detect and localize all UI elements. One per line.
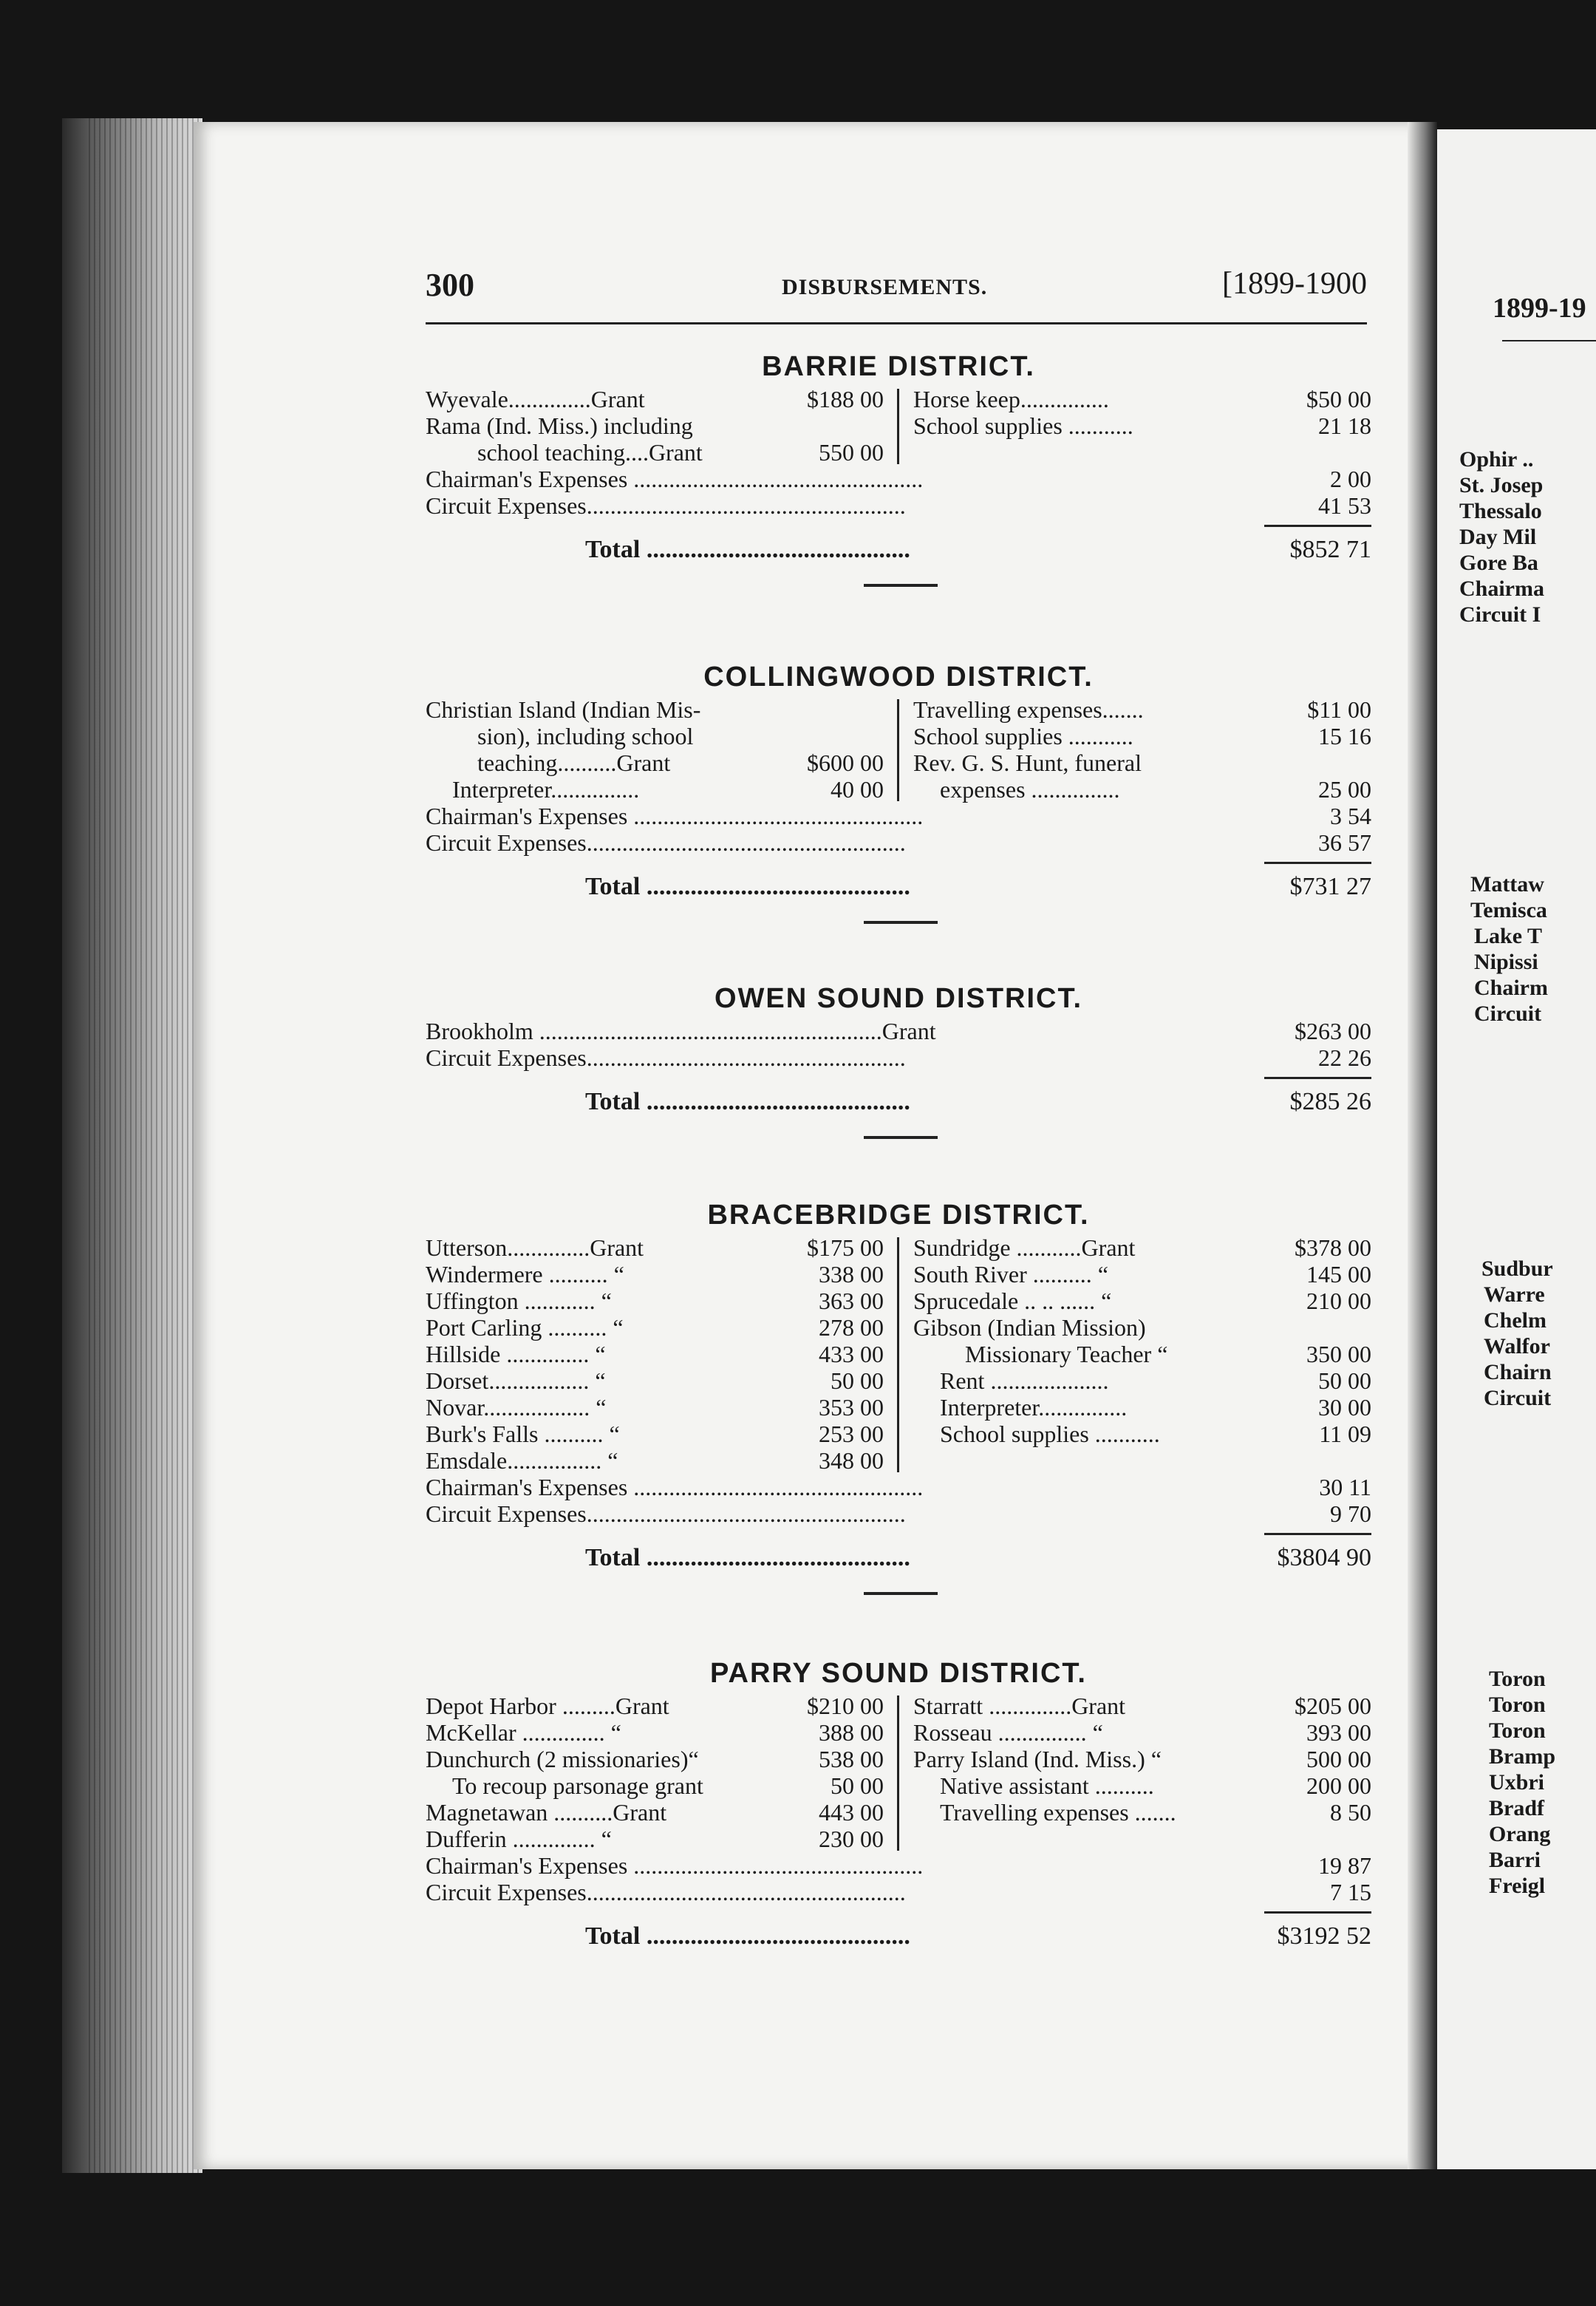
- next-page-stub: Bramp: [1489, 1744, 1555, 1769]
- next-page-stub: Mattaw: [1470, 872, 1544, 897]
- entry-description: Missionary Teacher “: [965, 1341, 1168, 1367]
- district-section: [426, 1654, 1371, 1950]
- column-divider: [897, 699, 899, 801]
- entry-description: Horse keep...............: [913, 386, 1109, 412]
- next-page-stub: Temisca: [1470, 898, 1547, 922]
- entry-amount: $263 00: [1295, 1018, 1371, 1044]
- entry-description: expenses ...............: [940, 776, 1120, 803]
- entry-description: sion), including school: [477, 723, 694, 749]
- full-entry: [426, 1500, 1371, 1527]
- column-divider: [897, 389, 899, 464]
- left-entry: [426, 1447, 884, 1474]
- right-entry: [913, 1288, 1371, 1314]
- total-rule: [1264, 1911, 1371, 1914]
- entry-description: Rosseau ............... “: [913, 1719, 1103, 1746]
- entry-amount: $11 00: [1307, 696, 1371, 723]
- total-rule: [1264, 862, 1371, 864]
- entry-amount: 350 00: [1306, 1341, 1371, 1367]
- page-title: DISBURSEMENTS.: [782, 275, 988, 299]
- right-entry: [913, 1719, 1371, 1746]
- entry-description: Port Carling .......... “: [426, 1314, 624, 1341]
- left-entry: [426, 723, 884, 749]
- district-total: [426, 1087, 1371, 1117]
- entry-amount: 393 00: [1306, 1719, 1371, 1746]
- left-column: [426, 1693, 884, 1852]
- entry-amount: 348 00: [819, 1447, 884, 1474]
- entry-amount: 41 53: [1318, 492, 1371, 519]
- entry-description: Rama (Ind. Miss.) including: [426, 412, 693, 439]
- entry-description: Novar.................. “: [426, 1394, 607, 1421]
- total-rule: [1264, 1533, 1371, 1535]
- entry-description: Rent ....................: [940, 1367, 1109, 1394]
- district-total: [426, 1543, 1371, 1573]
- total-amount: $3804 90: [1277, 1544, 1371, 1571]
- section-separator: [864, 1592, 938, 1595]
- full-entry: [426, 466, 1371, 492]
- full-width-entries: [426, 1474, 1371, 1527]
- entry-description: Native assistant ..........: [940, 1772, 1154, 1799]
- entry-description: Windermere .......... “: [426, 1261, 624, 1288]
- left-entry: [426, 1367, 884, 1394]
- entry-amount: 8 50: [1330, 1799, 1371, 1826]
- left-entry: [426, 1772, 884, 1799]
- entry-description: Chairman's Expenses .................................................: [426, 803, 924, 829]
- district-section: [426, 658, 1371, 900]
- section-separator: [864, 921, 938, 924]
- right-column: [913, 1234, 1371, 1447]
- entry-description: Depot Harbor .........Grant: [426, 1693, 669, 1719]
- right-entry: [913, 696, 1371, 723]
- entry-description: school teaching....Grant: [477, 439, 703, 466]
- next-page-stub: Ophir ..: [1459, 447, 1534, 472]
- section-separator: [864, 584, 938, 587]
- column-divider: [897, 1696, 899, 1851]
- entry-description: Circuit Expenses......................................................: [426, 1500, 906, 1527]
- left-entry: [426, 1261, 884, 1288]
- total-amount: $285 26: [1289, 1088, 1371, 1115]
- entry-description: Dorset................. “: [426, 1367, 606, 1394]
- column-divider: [897, 1237, 899, 1472]
- total-rule: [1264, 1077, 1371, 1079]
- next-page-year: 1899-19: [1493, 293, 1586, 324]
- district-title: PARRY SOUND DISTRICT.: [709, 1658, 1087, 1689]
- header-rule: [426, 322, 1367, 324]
- entry-description: Christian Island (Indian Mis-: [426, 696, 701, 723]
- left-entry: [426, 412, 884, 439]
- entry-amount: 50 00: [1318, 1367, 1371, 1394]
- entry-amount: 145 00: [1306, 1261, 1371, 1288]
- entry-description: Utterson..............Grant: [426, 1234, 644, 1261]
- entry-amount: 9 70: [1330, 1500, 1371, 1527]
- entry-description: To recoup parsonage grant: [452, 1772, 703, 1799]
- total-amount: $731 27: [1289, 873, 1371, 900]
- entry-amount: 500 00: [1306, 1746, 1371, 1772]
- entry-amount: 353 00: [819, 1394, 884, 1421]
- next-page-stub: Thessalo: [1459, 499, 1542, 523]
- entry-description: Brookholm ..........................................................Grant: [426, 1018, 936, 1044]
- right-entry: [913, 1772, 1371, 1799]
- next-page-stub: Toron: [1489, 1667, 1546, 1691]
- entry-description: McKellar .............. “: [426, 1719, 621, 1746]
- right-column: [913, 386, 1371, 439]
- entry-description: Circuit Expenses......................................................: [426, 1044, 906, 1071]
- book-gutter: [1408, 122, 1437, 2169]
- entry-amount: 50 00: [831, 1367, 884, 1394]
- entry-description: Interpreter...............: [452, 776, 640, 803]
- entry-description: Dufferin .............. “: [426, 1826, 612, 1852]
- next-page-stub: Sudbur: [1481, 1256, 1553, 1281]
- right-entry: [913, 1693, 1371, 1719]
- next-page-fragment: [1437, 129, 1596, 2169]
- entry-amount: 2 00: [1330, 466, 1371, 492]
- right-entry: [913, 1799, 1371, 1826]
- entry-amount: 36 57: [1318, 829, 1371, 856]
- next-page-stub: Orang: [1489, 1822, 1551, 1846]
- left-entry: [426, 1288, 884, 1314]
- next-page-stub: Lake T: [1474, 924, 1542, 948]
- left-entry: [426, 439, 884, 466]
- entry-description: Hillside .............. “: [426, 1341, 606, 1367]
- right-entry: [913, 412, 1371, 439]
- left-entry: [426, 1799, 884, 1826]
- entry-amount: 15 16: [1318, 723, 1371, 749]
- district-total: [426, 535, 1371, 565]
- right-entry: [913, 1367, 1371, 1394]
- total-label: Total ..........................................: [585, 873, 910, 900]
- entry-description: Travelling expenses.......: [913, 696, 1144, 723]
- next-page-stub: Toron: [1489, 1693, 1546, 1717]
- next-page-stub: Day Mil: [1459, 525, 1537, 549]
- left-entry: [426, 1746, 884, 1772]
- left-entry: [426, 696, 884, 723]
- entry-description: Circuit Expenses......................................................: [426, 492, 906, 519]
- next-page-stub: Chairn: [1484, 1360, 1552, 1384]
- page-year: [1899-1900: [1222, 267, 1367, 301]
- entry-amount: 388 00: [819, 1719, 884, 1746]
- full-entry: [426, 1474, 1371, 1500]
- entry-description: Interpreter...............: [940, 1394, 1128, 1421]
- next-page-stub: Circuit: [1484, 1386, 1552, 1410]
- page-edge-lines: [89, 118, 200, 2173]
- entry-description: Dunchurch (2 missionaries)“: [426, 1746, 699, 1772]
- full-width-entries: [426, 466, 1371, 519]
- next-page-stub: Walfor: [1484, 1334, 1550, 1358]
- next-page-stub: Uxbri: [1489, 1770, 1544, 1795]
- total-label: Total ..........................................: [585, 536, 910, 563]
- left-entry: [426, 1234, 884, 1261]
- left-entry: [426, 1341, 884, 1367]
- entry-amount: 22 26: [1318, 1044, 1371, 1071]
- total-amount: $852 71: [1289, 536, 1371, 563]
- entry-description: Rev. G. S. Hunt, funeral: [913, 749, 1142, 776]
- district-title: COLLINGWOOD DISTRICT.: [703, 661, 1094, 693]
- entry-amount: 210 00: [1306, 1288, 1371, 1314]
- left-column: [426, 696, 884, 803]
- full-width-entries: [426, 1852, 1371, 1905]
- entry-amount: 25 00: [1318, 776, 1371, 803]
- entry-amount: $600 00: [807, 749, 884, 776]
- entry-amount: $378 00: [1295, 1234, 1371, 1261]
- left-entry: [426, 776, 884, 803]
- next-page-stub: Circuit I: [1459, 602, 1541, 627]
- entry-description: Parry Island (Ind. Miss.) “: [913, 1746, 1162, 1772]
- entry-amount: 363 00: [819, 1288, 884, 1314]
- entry-amount: 7 15: [1330, 1879, 1371, 1905]
- entry-description: School supplies ...........: [913, 412, 1133, 439]
- entry-amount: 538 00: [819, 1746, 884, 1772]
- entry-amount: $175 00: [807, 1234, 884, 1261]
- section-separator: [864, 1136, 938, 1139]
- page-number: 300: [426, 267, 474, 303]
- entry-amount: $205 00: [1295, 1693, 1371, 1719]
- total-label: Total ..........................................: [585, 1922, 910, 1950]
- left-column: [426, 386, 884, 466]
- entry-amount: 230 00: [819, 1826, 884, 1852]
- entry-description: teaching..........Grant: [477, 749, 671, 776]
- left-entry: [426, 1421, 884, 1447]
- total-label: Total ..........................................: [585, 1088, 910, 1115]
- entry-description: Magnetawan ..........Grant: [426, 1799, 667, 1826]
- entry-amount: 338 00: [819, 1261, 884, 1288]
- entry-amount: 200 00: [1306, 1772, 1371, 1799]
- next-page-stub: Freigl: [1489, 1874, 1546, 1898]
- entry-amount: 433 00: [819, 1341, 884, 1367]
- entry-amount: 443 00: [819, 1799, 884, 1826]
- full-entry: [426, 1018, 1371, 1044]
- right-entry: [913, 386, 1371, 412]
- left-entry: [426, 1693, 884, 1719]
- next-page-stub: Chairm: [1474, 976, 1548, 1000]
- entry-description: School supplies ...........: [940, 1421, 1160, 1447]
- left-entry: [426, 1719, 884, 1746]
- next-page-stub: Circuit: [1474, 1001, 1542, 1026]
- entry-description: Circuit Expenses......................................................: [426, 829, 906, 856]
- district-title: BARRIE DISTRICT.: [762, 351, 1035, 382]
- entry-description: Gibson (Indian Mission): [913, 1314, 1146, 1341]
- right-entry: [913, 1234, 1371, 1261]
- next-page-stub: Nipissi: [1474, 950, 1538, 974]
- right-entry: [913, 1341, 1371, 1367]
- left-entry: [426, 386, 884, 412]
- next-page-stub: Warre: [1484, 1282, 1545, 1307]
- right-entry: [913, 1394, 1371, 1421]
- entry-description: Wyevale..............Grant: [426, 386, 645, 412]
- entry-amount: 11 09: [1319, 1421, 1371, 1447]
- full-entry: [426, 1852, 1371, 1879]
- left-column: [426, 1234, 884, 1474]
- full-entry: [426, 492, 1371, 519]
- next-page-stub: Bradf: [1489, 1796, 1544, 1820]
- left-entry: [426, 1826, 884, 1852]
- total-rule: [1264, 525, 1371, 527]
- next-page-stub: Barri: [1489, 1848, 1541, 1872]
- district-title: OWEN SOUND DISTRICT.: [714, 983, 1083, 1014]
- entry-description: Emsdale................ “: [426, 1447, 618, 1474]
- right-column: [913, 1693, 1371, 1826]
- full-entry: [426, 829, 1371, 856]
- next-page-stub: Toron: [1489, 1718, 1546, 1743]
- right-column: [913, 696, 1371, 803]
- district-total: [426, 1922, 1371, 1951]
- left-entry: [426, 749, 884, 776]
- page-header: [426, 266, 1367, 310]
- district-total: [426, 872, 1371, 902]
- entry-description: Chairman's Expenses .................................................: [426, 466, 924, 492]
- entry-amount: 278 00: [819, 1314, 884, 1341]
- full-entry: [426, 803, 1371, 829]
- entry-amount: 253 00: [819, 1421, 884, 1447]
- full-width-entries: [426, 803, 1371, 856]
- next-page-stub: St. Josep: [1459, 473, 1544, 497]
- district-section: [426, 347, 1371, 563]
- district-section: [426, 979, 1371, 1115]
- entry-description: Starratt ..............Grant: [913, 1693, 1126, 1719]
- total-label: Total ..........................................: [585, 1544, 910, 1571]
- entry-amount: 30 00: [1318, 1394, 1371, 1421]
- right-entry: [913, 723, 1371, 749]
- entry-description: School supplies ...........: [913, 723, 1133, 749]
- entry-amount: 19 87: [1318, 1852, 1371, 1879]
- entry-amount: 550 00: [819, 439, 884, 466]
- right-entry: [913, 1421, 1371, 1447]
- total-amount: $3192 52: [1277, 1922, 1371, 1950]
- entry-description: Circuit Expenses......................................................: [426, 1879, 906, 1905]
- entry-amount: 30 11: [1319, 1474, 1371, 1500]
- full-entry: [426, 1044, 1371, 1071]
- left-entry: [426, 1314, 884, 1341]
- entry-amount: $210 00: [807, 1693, 884, 1719]
- next-page-stub: Chelm: [1484, 1308, 1546, 1333]
- next-page-stub: Gore Ba: [1459, 551, 1538, 575]
- full-width-entries: [426, 1018, 1371, 1071]
- entry-description: Uffington ............ “: [426, 1288, 612, 1314]
- next-page-stub: Chairma: [1459, 576, 1544, 601]
- entry-description: Chairman's Expenses .................................................: [426, 1852, 924, 1879]
- entry-description: Sundridge ...........Grant: [913, 1234, 1136, 1261]
- entry-description: Travelling expenses .......: [940, 1799, 1176, 1826]
- right-entry: [913, 1746, 1371, 1772]
- right-entry: [913, 749, 1371, 776]
- district-title: BRACEBRIDGE DISTRICT.: [707, 1200, 1090, 1231]
- next-page-rule: [1502, 340, 1596, 341]
- right-entry: [913, 1261, 1371, 1288]
- entry-description: South River .......... “: [913, 1261, 1108, 1288]
- entry-amount: $188 00: [807, 386, 884, 412]
- entry-amount: 21 18: [1318, 412, 1371, 439]
- entry-description: Sprucedale .. .. ...... “: [913, 1288, 1112, 1314]
- left-entry: [426, 1394, 884, 1421]
- entry-amount: 3 54: [1330, 803, 1371, 829]
- district-section: [426, 1196, 1371, 1571]
- entry-amount: $50 00: [1306, 386, 1371, 412]
- entry-description: Burk's Falls .......... “: [426, 1421, 620, 1447]
- full-entry: [426, 1879, 1371, 1905]
- entry-amount: 50 00: [831, 1772, 884, 1799]
- entry-description: Chairman's Expenses .................................................: [426, 1474, 924, 1500]
- entry-amount: 40 00: [831, 776, 884, 803]
- right-entry: [913, 1314, 1371, 1341]
- right-entry: [913, 776, 1371, 803]
